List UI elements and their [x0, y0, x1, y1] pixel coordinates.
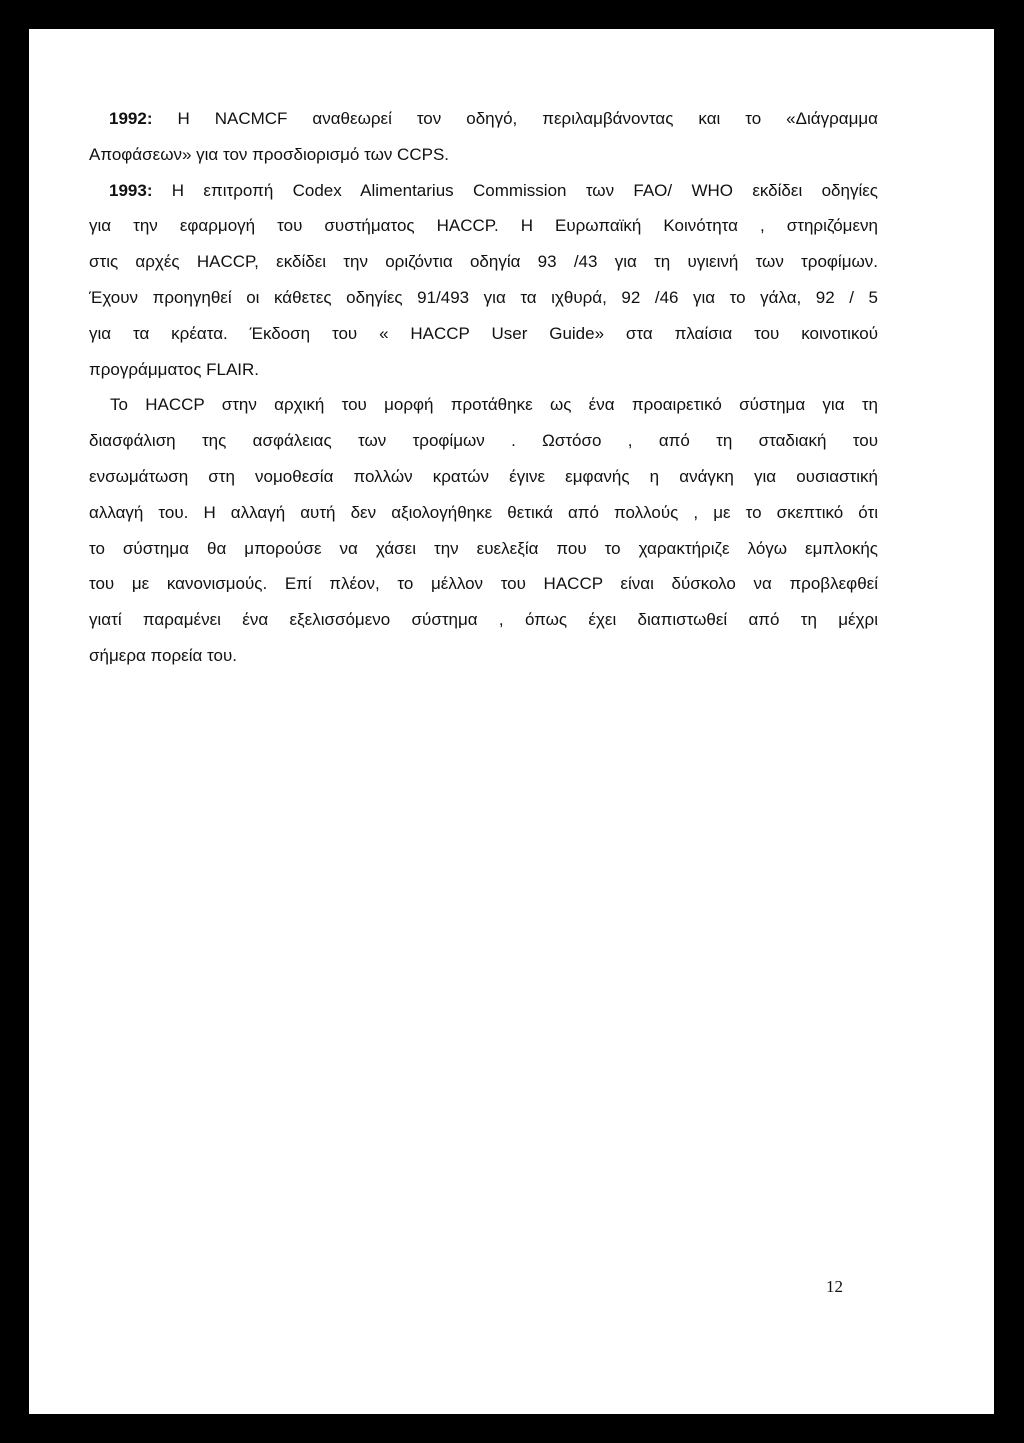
text-line: διασφάλιση της ασφάλειας των τροφίμων . Ωστόσο , από τη σταδιακή του — [89, 431, 878, 451]
text-line: αλλαγή του. Η αλλαγή αυτή δεν αξιολογήθηκε θετικά από πολλούς , με το σκεπτικό ότι — [89, 502, 878, 522]
text-line: σήμερα πορεία του. — [89, 645, 238, 665]
text-line: ενσωμάτωση στη νομοθεσία πολλών κρατών έγινε εμφανής η ανάγκη για ουσιαστική — [89, 466, 878, 486]
text-line — [89, 173, 878, 209]
text-line: Έχουν προηγηθεί οι κάθετες οδηγίες 91/493 για τα ιχθυρά, 92 /46 για το γάλα, 92 / 5 — [89, 287, 878, 307]
text-line: γιατί παραμένει ένα εξελισσόμενο σύστημα , όπως έχει διαπιστωθεί από τη μέχρι — [89, 610, 878, 630]
text-line: για τα κρέατα. Έκδοση του « HACCP User Guide» στα πλαίσια του κοινοτικού — [89, 323, 878, 343]
text-line: Αποφάσεων» για τον προσδιορισμό των CCPS. — [89, 144, 450, 164]
text-line: το σύστημα θα μπορούσε να χάσει την ευελεξία που το χαρακτήριζε λόγω εμπλοκής — [89, 538, 878, 558]
text-line: για την εφαρμογή του συστήματος HACCP. Η Ευρωπαϊκή Κοινότητα , στηριζόμενη — [89, 216, 878, 236]
text-line: του με κανονισμούς. Επί πλέον, το μέλλον του HACCP είναι δύσκολο να προβλεφθεί — [89, 574, 878, 594]
text-line: στις αρχές HACCP, εκδίδει την οριζόντια οδηγία 93 /43 για τη υγιεινή των τροφίμων. — [89, 252, 878, 272]
text-segment: Η NACMCF αναθεωρεί τον οδηγό, περιλαμβάνοντας και το «Διάγραμμα — [152, 109, 878, 128]
text-line: Το HACCP στην αρχική του μορφή προτάθηκε ως ένα προαιρετικό σύστημα για τη — [110, 395, 878, 415]
document-page — [29, 29, 994, 1414]
document-body — [89, 101, 878, 674]
text-segment: Η επιτροπή Codex Alimentarius Commission των FAO/ WHO εκδίδει οδηγίες — [152, 180, 878, 200]
text-line: προγράμματος FLAIR. — [89, 359, 260, 379]
year-label: 1993: — [109, 180, 153, 200]
text-line — [89, 101, 878, 137]
year-label: 1992: — [109, 109, 153, 128]
page-number: 12 — [826, 1277, 843, 1296]
